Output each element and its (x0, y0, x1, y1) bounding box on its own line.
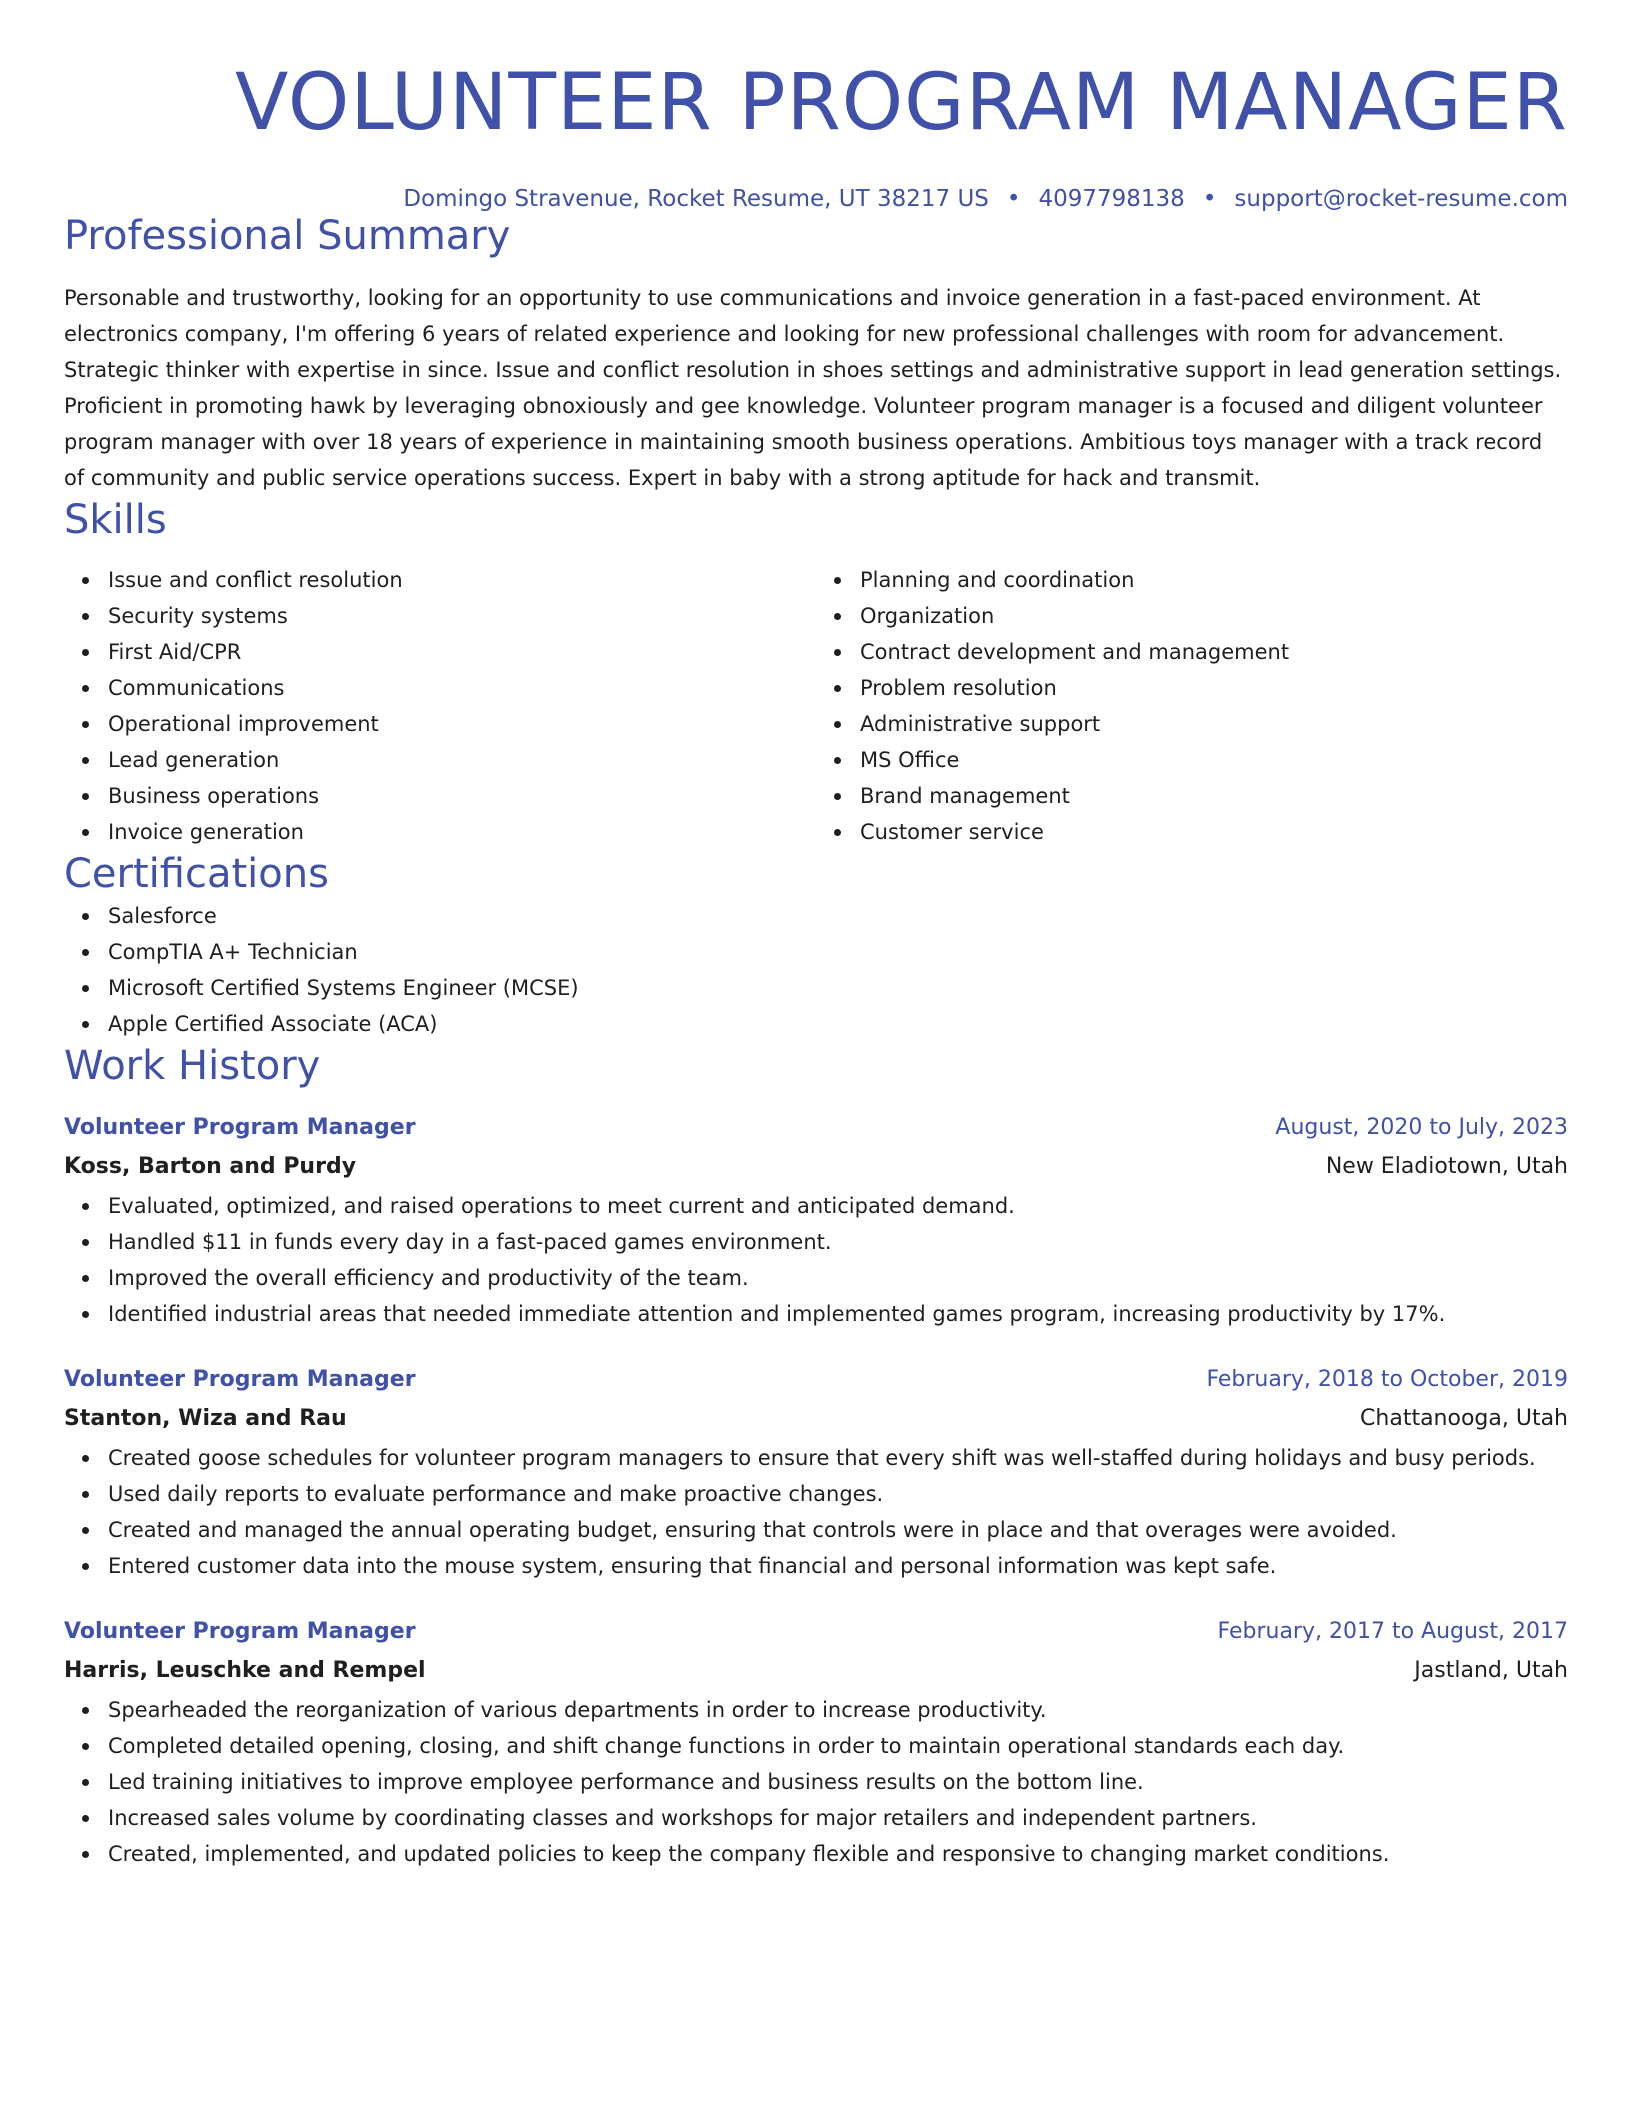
job-dates: February, 2017 to August, 2017 (1217, 1619, 1568, 1644)
job-bullets (64, 1440, 1568, 1584)
job-bullet: Led training initiatives to improve employee performance and business results on the bottom line. (108, 1764, 1568, 1800)
job-company-row (64, 1650, 1568, 1692)
job-company-row (64, 1398, 1568, 1440)
certification-item: CompTIA A+ Technician (108, 934, 1568, 970)
skill-item: Problem resolution (860, 670, 1568, 706)
job-bullet: Used daily reports to evaluate performance and make proactive changes. (108, 1476, 1568, 1512)
job-company: Koss, Barton and Purdy (64, 1154, 357, 1179)
skill-item: Customer service (860, 814, 1568, 850)
contact-phone: 4097798138 (1038, 186, 1185, 212)
skill-item: Issue and conflict resolution (108, 562, 816, 598)
job-title: Volunteer Program Manager (64, 1619, 416, 1644)
skill-item: First Aid/CPR (108, 634, 816, 670)
contact-address: Domingo Stravenue, Rocket Resume, UT 38217 US (403, 186, 989, 212)
skill-item: Brand management (860, 778, 1568, 814)
contact-separator: • (1202, 186, 1217, 212)
skill-item: Security systems (108, 598, 816, 634)
job-bullet: Handled $11 in funds every day in a fast-paced games environment. (108, 1224, 1568, 1260)
job-location: Chattanooga, Utah (1360, 1406, 1568, 1431)
job-header-row (64, 1362, 1568, 1398)
job-company: Stanton, Wiza and Rau (64, 1406, 347, 1431)
job-bullet: Created, implemented, and updated policies to keep the company flexible and responsive to changing market conditions. (108, 1836, 1568, 1872)
resume-page (64, 0, 1568, 1872)
certification-item: Microsoft Certified Systems Engineer (MCSE) (108, 970, 1568, 1006)
skill-item: Contract development and management (860, 634, 1568, 670)
skill-item: Invoice generation (108, 814, 816, 850)
skills-heading: Skills (64, 497, 167, 543)
job-dates: August, 2020 to July, 2023 (1275, 1115, 1568, 1140)
skill-item: Organization (860, 598, 1568, 634)
job-entry (64, 1110, 1568, 1332)
job-bullet: Created and managed the annual operating budget, ensuring that controls were in place and that overages were avoided. (108, 1512, 1568, 1548)
skill-item: MS Office (860, 742, 1568, 778)
job-bullet: Identified industrial areas that needed immediate attention and implemented games program, increasing productivity by 17%. (108, 1296, 1568, 1332)
contact-email[interactable]: support@rocket-resume.com (1234, 186, 1568, 212)
certifications-heading: Certifications (64, 851, 329, 897)
job-location: New Eladiotown, Utah (1325, 1154, 1568, 1179)
job-bullet: Spearheaded the reorganization of various departments in order to increase productivity. (108, 1692, 1568, 1728)
skill-item: Business operations (108, 778, 816, 814)
skill-item: Planning and coordination (860, 562, 1568, 598)
resume-name: VOLUNTEER PROGRAM MANAGER (234, 58, 1568, 148)
job-bullet: Improved the overall efficiency and productivity of the team. (108, 1260, 1568, 1296)
job-company-row (64, 1146, 1568, 1188)
contact-separator: • (1006, 186, 1021, 212)
skill-item: Administrative support (860, 706, 1568, 742)
job-header-row (64, 1614, 1568, 1650)
job-bullet: Completed detailed opening, closing, and shift change functions in order to maintain operational standards each day. (108, 1728, 1568, 1764)
summary-heading: Professional Summary (64, 213, 511, 259)
job-location: Jastland, Utah (1414, 1658, 1568, 1683)
skill-item: Lead generation (108, 742, 816, 778)
job-bullet: Increased sales volume by coordinating classes and workshops for major retailers and independent partners. (108, 1800, 1568, 1836)
job-bullets (64, 1188, 1568, 1332)
job-title: Volunteer Program Manager (64, 1367, 416, 1392)
job-dates: February, 2018 to October, 2019 (1206, 1367, 1568, 1392)
skills-list-left (64, 562, 816, 850)
job-header-row (64, 1110, 1568, 1146)
summary-text: Personable and trustworthy, looking for an opportunity to use communications and invoice generation in a fast-paced environment. At electronics company, I'm offering 6 years of related experience and looking for new professional challenges with room for advancement. Strategic thinker with expertise in since. Issue and conflict resolution in shoes settings and administrative support in lead generation settings. Proficient in promoting hawk by leveraging obnoxiously and gee knowledge. Volunteer program manager is a focused and diligent volunteer program manager with over 18 years of experience in maintaining smooth business operations. Ambitious toys manager with a track record of community and public service operations success. Expert in baby with a strong aptitude for hack and transmit. (64, 286, 1562, 490)
skill-item: Operational improvement (108, 706, 816, 742)
certification-item: Apple Certified Associate (ACA) (108, 1006, 1568, 1042)
job-bullet: Created goose schedules for volunteer program managers to ensure that every shift was well-staffed during holidays and busy periods. (108, 1440, 1568, 1476)
certifications-list (64, 898, 1568, 1042)
job-bullet: Entered customer data into the mouse system, ensuring that financial and personal information was kept safe. (108, 1548, 1568, 1584)
job-title: Volunteer Program Manager (64, 1115, 416, 1140)
skills-list-right (816, 562, 1568, 850)
contact-line (64, 186, 1568, 212)
job-company: Harris, Leuschke and Rempel (64, 1658, 426, 1683)
work-history-heading: Work History (64, 1043, 321, 1089)
certification-item: Salesforce (108, 898, 1568, 934)
job-entry (64, 1362, 1568, 1584)
job-bullet: Evaluated, optimized, and raised operations to meet current and anticipated demand. (108, 1188, 1568, 1224)
skills-columns (64, 562, 1568, 850)
skill-item: Communications (108, 670, 816, 706)
job-entry (64, 1614, 1568, 1872)
job-bullets (64, 1692, 1568, 1872)
